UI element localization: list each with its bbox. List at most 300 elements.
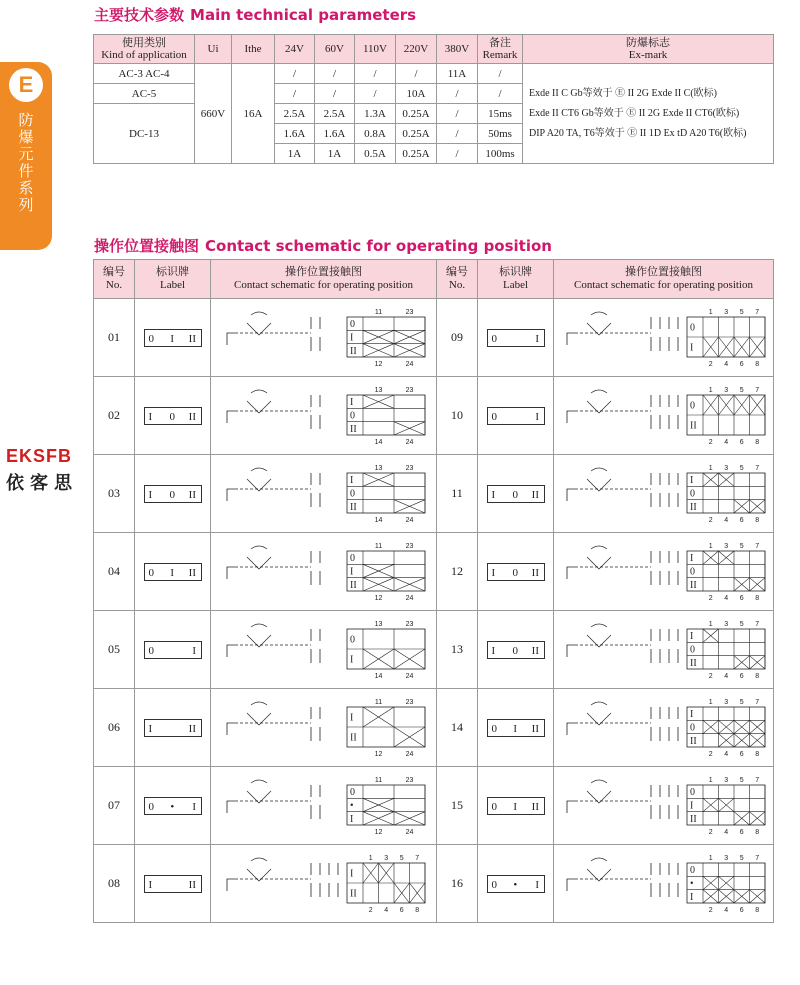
- contact-terminal-number-bottom: 8: [754, 672, 759, 680]
- contact-terminal-number-bottom: 2: [708, 438, 713, 446]
- switch-arrow-arc: [251, 390, 267, 393]
- contact-terminal-number-top: 3: [723, 464, 728, 472]
- contact-terminal-number-top: 11: [374, 698, 382, 706]
- contact-terminal-number-top: 11: [374, 308, 382, 316]
- contact-grid-row-label: II: [689, 420, 697, 431]
- contact-terminal-number-top: 7: [754, 620, 759, 628]
- contact-grid-frame: [347, 473, 425, 513]
- contact-terminal-number-bottom: 2: [708, 828, 713, 836]
- contact-schematic-cell: [554, 689, 774, 767]
- contact-schematic: [559, 459, 769, 529]
- contact-grid-row-label: 0: [689, 488, 695, 499]
- label-plate-position: I: [535, 332, 539, 345]
- label-plate-position: I: [148, 410, 153, 423]
- contact-terminal-number-bottom: 12: [374, 828, 382, 836]
- switch-arrow-arc: [251, 702, 267, 705]
- label-plate: [487, 641, 545, 659]
- label-plate-position: II: [531, 722, 539, 735]
- contact-terminal-number-top: 1: [708, 620, 713, 628]
- label-plate: [487, 797, 545, 815]
- contact-terminal-number-bottom: 24: [405, 438, 413, 446]
- tech-header-row: [94, 35, 774, 64]
- contact-grid-row-label: II: [349, 732, 357, 743]
- contact-grid-row-label: II: [689, 813, 697, 825]
- contact-terminal-number-bottom: 8: [754, 750, 759, 758]
- contact-schematic: [559, 303, 769, 373]
- contact-terminal-number-bottom: 24: [405, 360, 413, 368]
- position-number: 08: [94, 845, 135, 923]
- ithe-value: 16A: [232, 64, 275, 164]
- switch-handle-line: [227, 723, 235, 735]
- contact-schematic-cell: [211, 767, 437, 845]
- contact-terminal-number-bottom: 2: [708, 594, 713, 602]
- contact-terminal-number-top: 23: [405, 464, 413, 472]
- contact-terminal-number-top: 23: [405, 386, 413, 394]
- label-plate-position: II: [188, 878, 196, 891]
- contact-grid-row-label: 0: [689, 644, 695, 655]
- label-plate: [144, 641, 202, 659]
- contact-schematic: [559, 693, 769, 763]
- contact-schematic: [219, 381, 429, 451]
- contact-terminal-number-bottom: 4: [723, 516, 728, 524]
- th-ithe: Ithe: [232, 35, 275, 64]
- contact-terminal-number-top: 1: [708, 464, 713, 472]
- contact-terminal-number-bottom: 8: [754, 516, 759, 524]
- switch-handle-line: [227, 333, 235, 345]
- switch-arrow-arc: [591, 468, 607, 471]
- contact-terminal-number-bottom: 24: [405, 828, 413, 836]
- contact-terminal-number-bottom: 6: [399, 906, 404, 914]
- contact-terminal-number-bottom: 6: [739, 906, 744, 914]
- switch-arrow-arc: [591, 702, 607, 705]
- contact-grid-row-label: I: [349, 712, 353, 723]
- position-number: 03: [94, 455, 135, 533]
- contact-schematic: [559, 849, 769, 919]
- table-row: DC-13 2.5A 2.5A 1.3A 0.25A / 15ms: [94, 104, 774, 124]
- side-category-tab: [0, 62, 52, 250]
- contact-terminal-number-bottom: 2: [708, 906, 713, 914]
- contact-terminal-number-bottom: 4: [723, 828, 728, 836]
- label-plate-cell: [135, 299, 211, 377]
- switch-handle-line: [227, 879, 235, 891]
- contact-terminal-number-bottom: 8: [754, 438, 759, 446]
- contact-grid-row-label: I: [349, 868, 353, 879]
- contact-terminal-number-top: 5: [739, 698, 744, 706]
- contact-terminal-number-top: 7: [754, 308, 759, 316]
- switch-arrow-arc: [591, 858, 607, 861]
- contact-schematic-cell: [554, 455, 774, 533]
- contact-grid-row-label: II: [349, 888, 357, 899]
- switch-handle-line: [567, 489, 575, 501]
- contact-grid-frame: [347, 785, 425, 825]
- label-plate-cell: [478, 533, 554, 611]
- exmark-cell: Exde II C Gb等效于 Ⓔ II 2G Exde II C(欧标) Exde II CT6 Gb等效于 Ⓔ II 2G Exde II CT6(欧标) DIP A20 TA, T6等效于 Ⓔ II 1D Ex tD A20 T6(欧标): [523, 64, 774, 164]
- tech-title-cn: 主要技术参数: [94, 6, 185, 24]
- contact-terminal-number-top: 7: [754, 776, 759, 784]
- switch-arrow-arc: [251, 546, 267, 549]
- label-plate: [487, 407, 545, 425]
- contact-terminal-number-top: 3: [723, 308, 728, 316]
- contact-terminal-number-top: 5: [739, 464, 744, 472]
- contact-terminal-number-top: 1: [708, 308, 713, 316]
- switch-arrow-arc: [251, 858, 267, 861]
- label-plate-cell: [135, 533, 211, 611]
- position-number: 12: [437, 533, 478, 611]
- ui-value: 660V: [195, 64, 232, 164]
- contact-schematic-cell: [211, 533, 437, 611]
- switch-handle-line: [227, 489, 235, 501]
- label-plate-position: I: [491, 566, 496, 579]
- switch-handle-line: [567, 567, 575, 579]
- contact-grid-frame: [347, 317, 425, 357]
- contact-terminal-number-top: 23: [405, 776, 413, 784]
- label-plate-cell: [478, 611, 554, 689]
- label-plate: [144, 875, 202, 893]
- th-60v: 60V: [315, 35, 355, 64]
- contact-terminal-number-bottom: 4: [723, 438, 728, 446]
- contact-section-title: [94, 235, 552, 256]
- contact-schematic: [559, 381, 769, 451]
- contact-terminal-number-bottom: 12: [374, 594, 382, 602]
- contact-grid-row-label: I: [349, 813, 353, 825]
- contact-terminal-number-bottom: 12: [374, 750, 382, 758]
- label-plate: [487, 485, 545, 503]
- contact-schematic-cell: [554, 767, 774, 845]
- contact-schematic: [559, 615, 769, 685]
- th-label: 标识牌 Label: [478, 260, 554, 299]
- label-plate-position: II: [188, 410, 196, 423]
- contact-grid-row-label: 0: [689, 864, 695, 876]
- label-plate-position: II: [188, 722, 196, 735]
- label-plate-position: 0: [169, 410, 175, 423]
- label-plate: [487, 719, 545, 737]
- label-plate-position: I: [535, 878, 539, 891]
- contact-terminal-number-top: 23: [405, 620, 413, 628]
- table-row: [94, 377, 774, 455]
- contact-grid-row-label: I: [689, 552, 693, 564]
- contact-terminal-number-top: 11: [374, 542, 382, 550]
- contact-grid-row-label: II: [349, 501, 357, 513]
- label-plate-cell: [135, 767, 211, 845]
- th-no: 编号 No.: [437, 260, 478, 299]
- contact-terminal-number-bottom: 8: [754, 594, 759, 602]
- tech-params-table: [93, 34, 774, 164]
- contact-terminal-number-top: 7: [754, 542, 759, 550]
- switch-handle-line: [227, 801, 235, 813]
- contact-terminal-number-bottom: 8: [754, 828, 759, 836]
- contact-header-row: [94, 260, 774, 299]
- contact-schematic-cell: [211, 299, 437, 377]
- contact-terminal-number-top: 1: [708, 542, 713, 550]
- label-plate-position: 0: [148, 566, 154, 579]
- th-label: 标识牌 Label: [135, 260, 211, 299]
- contact-schematic-cell: [211, 455, 437, 533]
- contact-terminal-number-bottom: 6: [739, 438, 744, 446]
- brand-logo-en: EKSFB: [6, 446, 73, 466]
- contact-grid-row-label: I: [689, 630, 693, 642]
- position-number: 10: [437, 377, 478, 455]
- contact-grid-row-label: 0: [349, 552, 355, 564]
- contact-grid-row-label: I: [349, 396, 353, 408]
- contact-title-en: Contact schematic for operating position: [205, 237, 552, 255]
- contact-terminal-number-bottom: 8: [754, 360, 759, 368]
- contact-grid-row-label: 0: [349, 318, 355, 330]
- label-plate-cell: [478, 299, 554, 377]
- brand-logo-cn: 依客思: [6, 473, 78, 494]
- switch-arrow-arc: [591, 624, 607, 627]
- label-plate-position: I: [192, 800, 196, 813]
- contact-terminal-number-bottom: 6: [739, 594, 744, 602]
- label-plate-position: II: [531, 800, 539, 813]
- label-plate-position: 0: [148, 644, 154, 657]
- contact-schematic: [219, 771, 429, 841]
- position-number: 16: [437, 845, 478, 923]
- th-kind: 使用类别 Kind of application: [94, 35, 195, 64]
- contact-terminal-number-top: 5: [739, 620, 744, 628]
- switch-arrow-arc: [591, 312, 607, 315]
- contact-terminal-number-top: 11: [374, 776, 382, 784]
- contact-grid-frame: [687, 473, 765, 513]
- label-plate-position: 0: [512, 644, 518, 657]
- label-plate-cell: [478, 767, 554, 845]
- contact-terminal-number-top: 3: [723, 698, 728, 706]
- contact-terminal-number-bottom: 6: [739, 828, 744, 836]
- contact-terminal-number-top: 13: [374, 464, 382, 472]
- contact-terminal-number-top: 5: [739, 854, 744, 862]
- switch-handle-line: [227, 411, 235, 423]
- contact-terminal-number-top: 1: [708, 386, 713, 394]
- th-remark: 备注 Remark: [478, 35, 523, 64]
- table-row: [94, 689, 774, 767]
- contact-terminal-number-bottom: 24: [405, 672, 413, 680]
- contact-terminal-number-bottom: 4: [723, 360, 728, 368]
- contact-grid-row-label: 0: [689, 786, 695, 798]
- contact-terminal-number-top: 3: [723, 386, 728, 394]
- contact-grid-row-label: II: [349, 345, 357, 357]
- label-plate-position: I: [491, 488, 496, 501]
- label-plate-position: II: [188, 566, 196, 579]
- contact-grid-row-label: I: [689, 800, 693, 811]
- contact-terminal-number-top: 7: [414, 854, 419, 862]
- label-plate-cell: [135, 845, 211, 923]
- contact-schematic: [219, 537, 429, 607]
- contact-schematic-cell: [554, 533, 774, 611]
- switch-arrow-arc: [251, 780, 267, 783]
- contact-grid-row-label: 0: [689, 400, 695, 411]
- table-row: [94, 845, 774, 923]
- contact-terminal-number-bottom: 12: [374, 360, 382, 368]
- contact-grid-row-label: I: [349, 332, 353, 343]
- contact-schematic-cell: [554, 845, 774, 923]
- contact-terminal-number-top: 3: [723, 620, 728, 628]
- label-plate-position: I: [148, 722, 153, 735]
- contact-terminal-number-top: 23: [405, 698, 413, 706]
- contact-terminal-number-bottom: 2: [708, 360, 713, 368]
- contact-schematic: [219, 459, 429, 529]
- contact-grid-frame: [347, 551, 425, 591]
- label-plate-position: II: [531, 566, 539, 579]
- label-plate: [144, 563, 202, 581]
- position-number: 14: [437, 689, 478, 767]
- label-plate-position: 0: [148, 332, 154, 345]
- contact-terminal-number-bottom: 2: [368, 906, 373, 914]
- position-number: 11: [437, 455, 478, 533]
- th-110v: 110V: [355, 35, 396, 64]
- contact-grid-row-label: II: [349, 423, 357, 435]
- contact-terminal-number-bottom: 4: [383, 906, 388, 914]
- contact-terminal-number-top: 7: [754, 386, 759, 394]
- label-plate-position: I: [192, 644, 196, 657]
- label-plate-cell: [135, 611, 211, 689]
- label-plate: [487, 563, 545, 581]
- contact-grid-row-label: I: [689, 891, 693, 903]
- contact-terminal-number-top: 1: [708, 698, 713, 706]
- contact-terminal-number-top: 23: [405, 542, 413, 550]
- contact-schematic-cell: [554, 377, 774, 455]
- brand-logo: [6, 446, 96, 495]
- label-plate: [144, 719, 202, 737]
- contact-schematic: [559, 771, 769, 841]
- label-plate-cell: [135, 455, 211, 533]
- label-plate: [144, 797, 202, 815]
- position-number: 04: [94, 533, 135, 611]
- contact-terminal-number-bottom: 2: [708, 516, 713, 524]
- contact-terminal-number-bottom: 14: [374, 516, 382, 524]
- contact-grid-frame: [347, 395, 425, 435]
- table-row: [94, 767, 774, 845]
- th-380v: 380V: [437, 35, 478, 64]
- contact-terminal-number-top: 7: [754, 698, 759, 706]
- position-number: 09: [437, 299, 478, 377]
- contact-schematic-cell: [554, 299, 774, 377]
- label-plate-position: I: [535, 410, 539, 423]
- contact-terminal-number-bottom: 14: [374, 438, 382, 446]
- table-row: AC-3 AC-4 660V 16A / / / / 11A / Exde II C Gb等效于 Ⓔ II 2G Exde II C(欧标) Exde II CT6 Gb等效于 Ⓔ II 2G Exde II CT6(欧标) DIP A20 TA, T6等效于 Ⓔ II 1D Ex tD A20 T6(欧标): [94, 64, 774, 84]
- contact-schematic: [559, 537, 769, 607]
- contact-grid-row-label: •: [349, 800, 354, 811]
- switch-arrow-arc: [251, 312, 267, 315]
- contact-terminal-number-top: 13: [374, 620, 382, 628]
- position-number: 05: [94, 611, 135, 689]
- contact-schematic: [219, 849, 429, 919]
- contact-terminal-number-bottom: 24: [405, 516, 413, 524]
- position-number: 15: [437, 767, 478, 845]
- switch-arrow-arc: [591, 546, 607, 549]
- contact-grid-row-label: 0: [689, 566, 695, 577]
- contact-terminal-number-top: 1: [708, 776, 713, 784]
- contact-terminal-number-top: 3: [723, 854, 728, 862]
- table-row: 1.6A 1.6A 0.8A 0.25A / 50ms: [94, 124, 774, 144]
- table-row: [94, 533, 774, 611]
- contact-schematic-cell: [211, 377, 437, 455]
- position-number: 06: [94, 689, 135, 767]
- contact-grid-row-label: 0: [349, 786, 355, 798]
- contact-grid-row-label: 0: [689, 722, 695, 733]
- contact-schematic: [219, 615, 429, 685]
- switch-handle-line: [567, 411, 575, 423]
- contact-terminal-number-top: 3: [723, 776, 728, 784]
- label-plate-position: II: [531, 644, 539, 657]
- label-plate: [144, 485, 202, 503]
- switch-handle-line: [567, 879, 575, 891]
- contact-terminal-number-top: 3: [383, 854, 388, 862]
- contact-grid-row-label: I: [689, 342, 693, 353]
- contact-terminal-number-bottom: 4: [723, 750, 728, 758]
- contact-schematic: [219, 693, 429, 763]
- contact-grid-row-label: II: [689, 501, 697, 513]
- switch-arrow-arc: [251, 468, 267, 471]
- label-plate-position: II: [531, 488, 539, 501]
- label-plate-position: I: [513, 722, 518, 735]
- switch-handle-line: [227, 645, 235, 657]
- contact-grid-row-label: 0: [349, 634, 355, 645]
- label-plate-cell: [135, 377, 211, 455]
- contact-schematic-table: [93, 259, 774, 923]
- label-plate: [144, 329, 202, 347]
- label-plate-position: 0: [169, 488, 175, 501]
- contact-terminal-number-top: 5: [399, 854, 404, 862]
- th-schematic: 操作位置接触图 Contact schematic for operating position: [211, 260, 437, 299]
- label-plate-position: 0: [491, 878, 497, 891]
- contact-schematic-cell: [211, 611, 437, 689]
- label-plate-cell: [478, 455, 554, 533]
- contact-grid-row-label: II: [689, 657, 697, 669]
- tech-title-en: Main technical parameters: [190, 6, 417, 24]
- tech-section-title: [94, 4, 416, 25]
- contact-grid-row-label: 0: [349, 488, 355, 499]
- label-plate-position: I: [170, 566, 175, 579]
- label-plate-position: •: [513, 878, 518, 891]
- table-row: [94, 611, 774, 689]
- label-plate: [144, 407, 202, 425]
- contact-grid-frame: [687, 551, 765, 591]
- contact-terminal-number-bottom: 8: [414, 906, 419, 914]
- contact-terminal-number-top: 5: [739, 542, 744, 550]
- switch-handle-line: [567, 645, 575, 657]
- label-plate-position: II: [188, 332, 196, 345]
- contact-terminal-number-bottom: 4: [723, 594, 728, 602]
- contact-terminal-number-bottom: 6: [739, 516, 744, 524]
- label-plate-position: I: [148, 488, 153, 501]
- label-plate-position: I: [513, 800, 518, 813]
- contact-terminal-number-top: 5: [739, 776, 744, 784]
- label-plate-position: I: [148, 878, 153, 891]
- switch-handle-line: [567, 801, 575, 813]
- contact-grid-row-label: I: [349, 566, 353, 577]
- position-number: 01: [94, 299, 135, 377]
- contact-terminal-number-top: 1: [368, 854, 373, 862]
- contact-grid-row-label: I: [349, 474, 353, 486]
- contact-grid-row-label: 0: [349, 410, 355, 421]
- contact-terminal-number-bottom: 14: [374, 672, 382, 680]
- position-number: 07: [94, 767, 135, 845]
- label-plate-position: I: [170, 332, 175, 345]
- contact-terminal-number-bottom: 4: [723, 906, 728, 914]
- contact-terminal-number-top: 1: [708, 854, 713, 862]
- contact-grid-row-label: I: [689, 474, 693, 486]
- contact-terminal-number-bottom: 6: [739, 360, 744, 368]
- contact-terminal-number-bottom: 2: [708, 750, 713, 758]
- switch-handle-line: [567, 723, 575, 735]
- side-category-text: 防爆元件系列: [18, 111, 34, 214]
- label-plate-position: II: [188, 488, 196, 501]
- contact-grid-row-label: I: [689, 708, 693, 720]
- contact-schematic-cell: [554, 611, 774, 689]
- label-plate-position: 0: [512, 566, 518, 579]
- table-row: [94, 455, 774, 533]
- contact-grid-row-label: •: [689, 878, 694, 889]
- label-plate-position: •: [170, 800, 175, 813]
